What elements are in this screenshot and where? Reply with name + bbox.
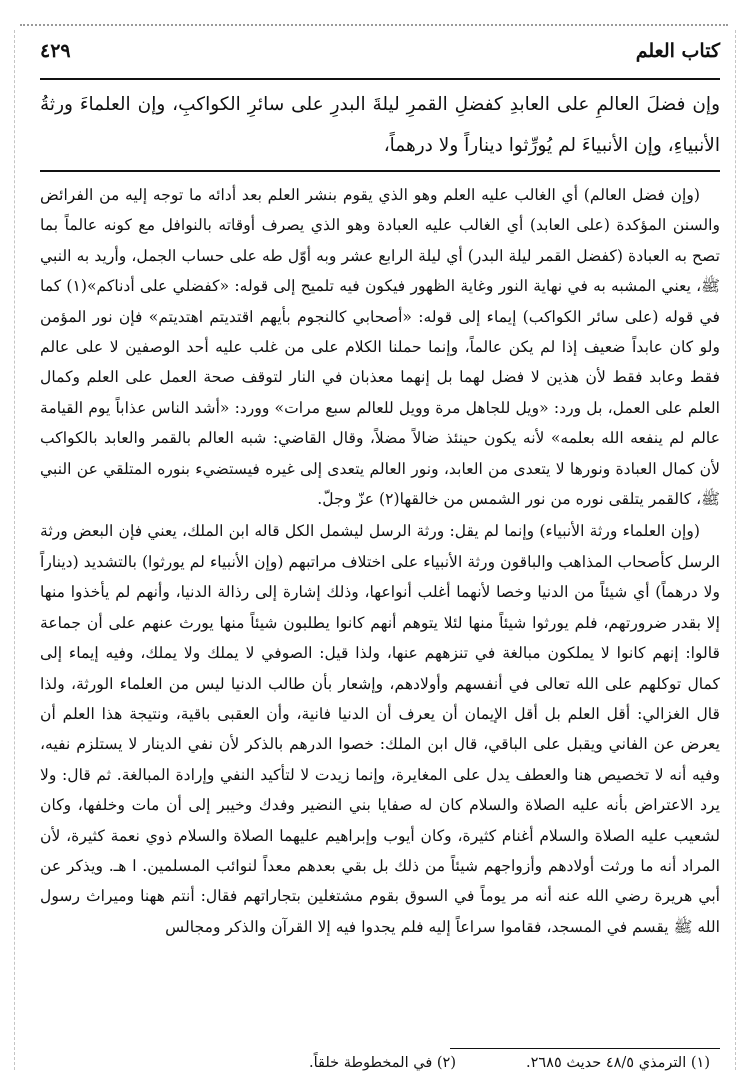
page-number: ٤٢٩ [40, 40, 71, 62]
hadith-text: وإن فضلَ العالمِ على العابدِ كفضلِ القمرِ ليلةَ البدرِ على سائرِ الكواكبِ، وإن العلماءَ ورثةُ الأنبياءِ، وإن الأنبياءَ لم يُورِّثوا ديناراً ولا درهماً، [40, 94, 720, 156]
footnote-2: (٢) في المخطوطة خلقاً. [309, 1055, 456, 1071]
commentary [40, 172, 720, 942]
left-margin-rule [14, 30, 15, 1070]
chapter-title: كتاب العلم [635, 40, 720, 62]
commentary-paragraph: (وإن العلماء ورثة الأنبياء) وإنما لم يقل: ورثة الرسل ليشمل الكل قاله ابن الملك، يعني فإن البعض ورثة الرسل كأصحاب المذاهب والباقون ورثة الأنبياء على اختلاف مراتبهم (وإن الأنبياء لم يورثوا) بالتشديد (ديناراً ولا درهماً) أي شيئاً من الدنيا وخصا لأنهما أغلب أنواعها، وذلك إشارة إلى رذالة الدنيا، وأنهم لم يأخذوا منها إلا بقدر ضرورتهم، فلم يورثوا شيئاً منها لئلا يتوهم أنهم كانوا يطلبون شيئاً منها يورث عنهم على أن جماعة قالوا: إنهم كانوا لا يملكون مبالغة في تنزههم عنها، ولذا قيل: الصوفي لا يملك ولا يملك، وفيه إيماء إلى كمال توكلهم على الله تعالى في أنفسهم وأولادهم، وإشعار بأن طالب الدنيا ليس من العلماء الورثة، ولذا قال الغزالي: أقل العلم بل أقل الإيمان أن يعرف أن الدنيا فانية، وأن العقبى باقية، ونتيجة هذا العلم أن يعرض عن الفاني ويقبل على الباقي، قال ابن الملك: خصوا الدرهم بالذكر لأن نفي الدينار لا يستلزم نفيه، وفيه أنه لا تخصيص هنا والعطف يدل على المغايرة، وإنما زيدت لا لتأكيد النفي وإرادة المبالغة. ثم قال: ولا يرد الاعتراض بأنه عليه الصلاة والسلام كان له صفايا بني النضير وفدك وخيبر إلى أن مات وخلفها، وكان لشعيب عليه الصلاة والسلام أغنام كثيرة، وكان أيوب وإبراهيم عليهما الصلاة والسلام ذوي نعمة كثيرة، لأن المراد أنه ما ورثت أولادهم وأزواجهم شيئاً من ذلك بل بقي بعدهم معداً لنوائب المسلمين. ا هـ. ويذكر عن أبي هريرة رضي الله عنه أنه مر يوماً في السوق بقوم مشتغلين بتجاراتهم فقال: أنتم ههنا وميراث رسول الله ﷺ يقسم في المسجد، فقاموا سراعاً إليه فلم يجدوا فيه إلا القرآن والذكر ومجالس [40, 522, 720, 936]
right-margin-rule [735, 30, 736, 1070]
footnote-1: (١) الترمذي ٤٨/٥ حديث ٢٦٨٥. [526, 1055, 710, 1071]
book-page [40, 40, 720, 942]
commentary-paragraph: (وإن فضل العالم) أي الغالب عليه العلم وهو الذي يقوم بنشر العلم بعد أدائه ما توجه إليه من الفرائض والسنن المؤكدة (على العابد) أي الغالب عليه العبادة وهو الذي يصرف أوقاته بالنوافل مع كونه عالماً بما تصح به العبادة (كفضل القمر ليلة البدر) أي ليلة الرابع عشر وبه أوّل طه على حساب الجمل، وأريد به النبي ﷺ، يعني المشبه به في نهاية النور وغاية الظهور فيكون فيه تلميح إلى قوله: «كفضلي على أدناكم»(١) كما في قوله (على سائر الكواكب) إيماء إلى قوله: «أصحابي كالنجوم بأيهم اقتديتم اهتديتم» فإن نور المؤمن ولو كان عابداً ضعيف إذا لم يكن عالماً، وإنما حملنا الكلام على من غلب عليه أحد الوصفين لا على عالم فقط وعابد فقط لأن هذين لا فضل لهما بل إنهما معذبان في النار لتوقف صحة العمل على العلم وكمال العلم على العمل، بل ورد: «ويل للجاهل مرة وويل للعالم سبع مرات» وورد: «أشد الناس عذاباً يوم القيامة عالم لم ينفعه الله بعلمه» لأنه يكون حينئذ ضالاً مضلاً، وقال القاضي: شبه العالم بالقمر والعابد بالكواكب لأن كمال العبادة ونورها لا يتعدى من العابد، ونور العالم يتعدى إلى غيره فيستضيء بنوره المتلقي عن النبي ﷺ، كالقمر يتلقى نوره من نور الشمس من خالقها(٢) عزّ وجلّ. [40, 186, 721, 509]
footnotes [40, 1048, 720, 1071]
top-ornament-border [20, 24, 728, 26]
page-header [40, 40, 720, 80]
